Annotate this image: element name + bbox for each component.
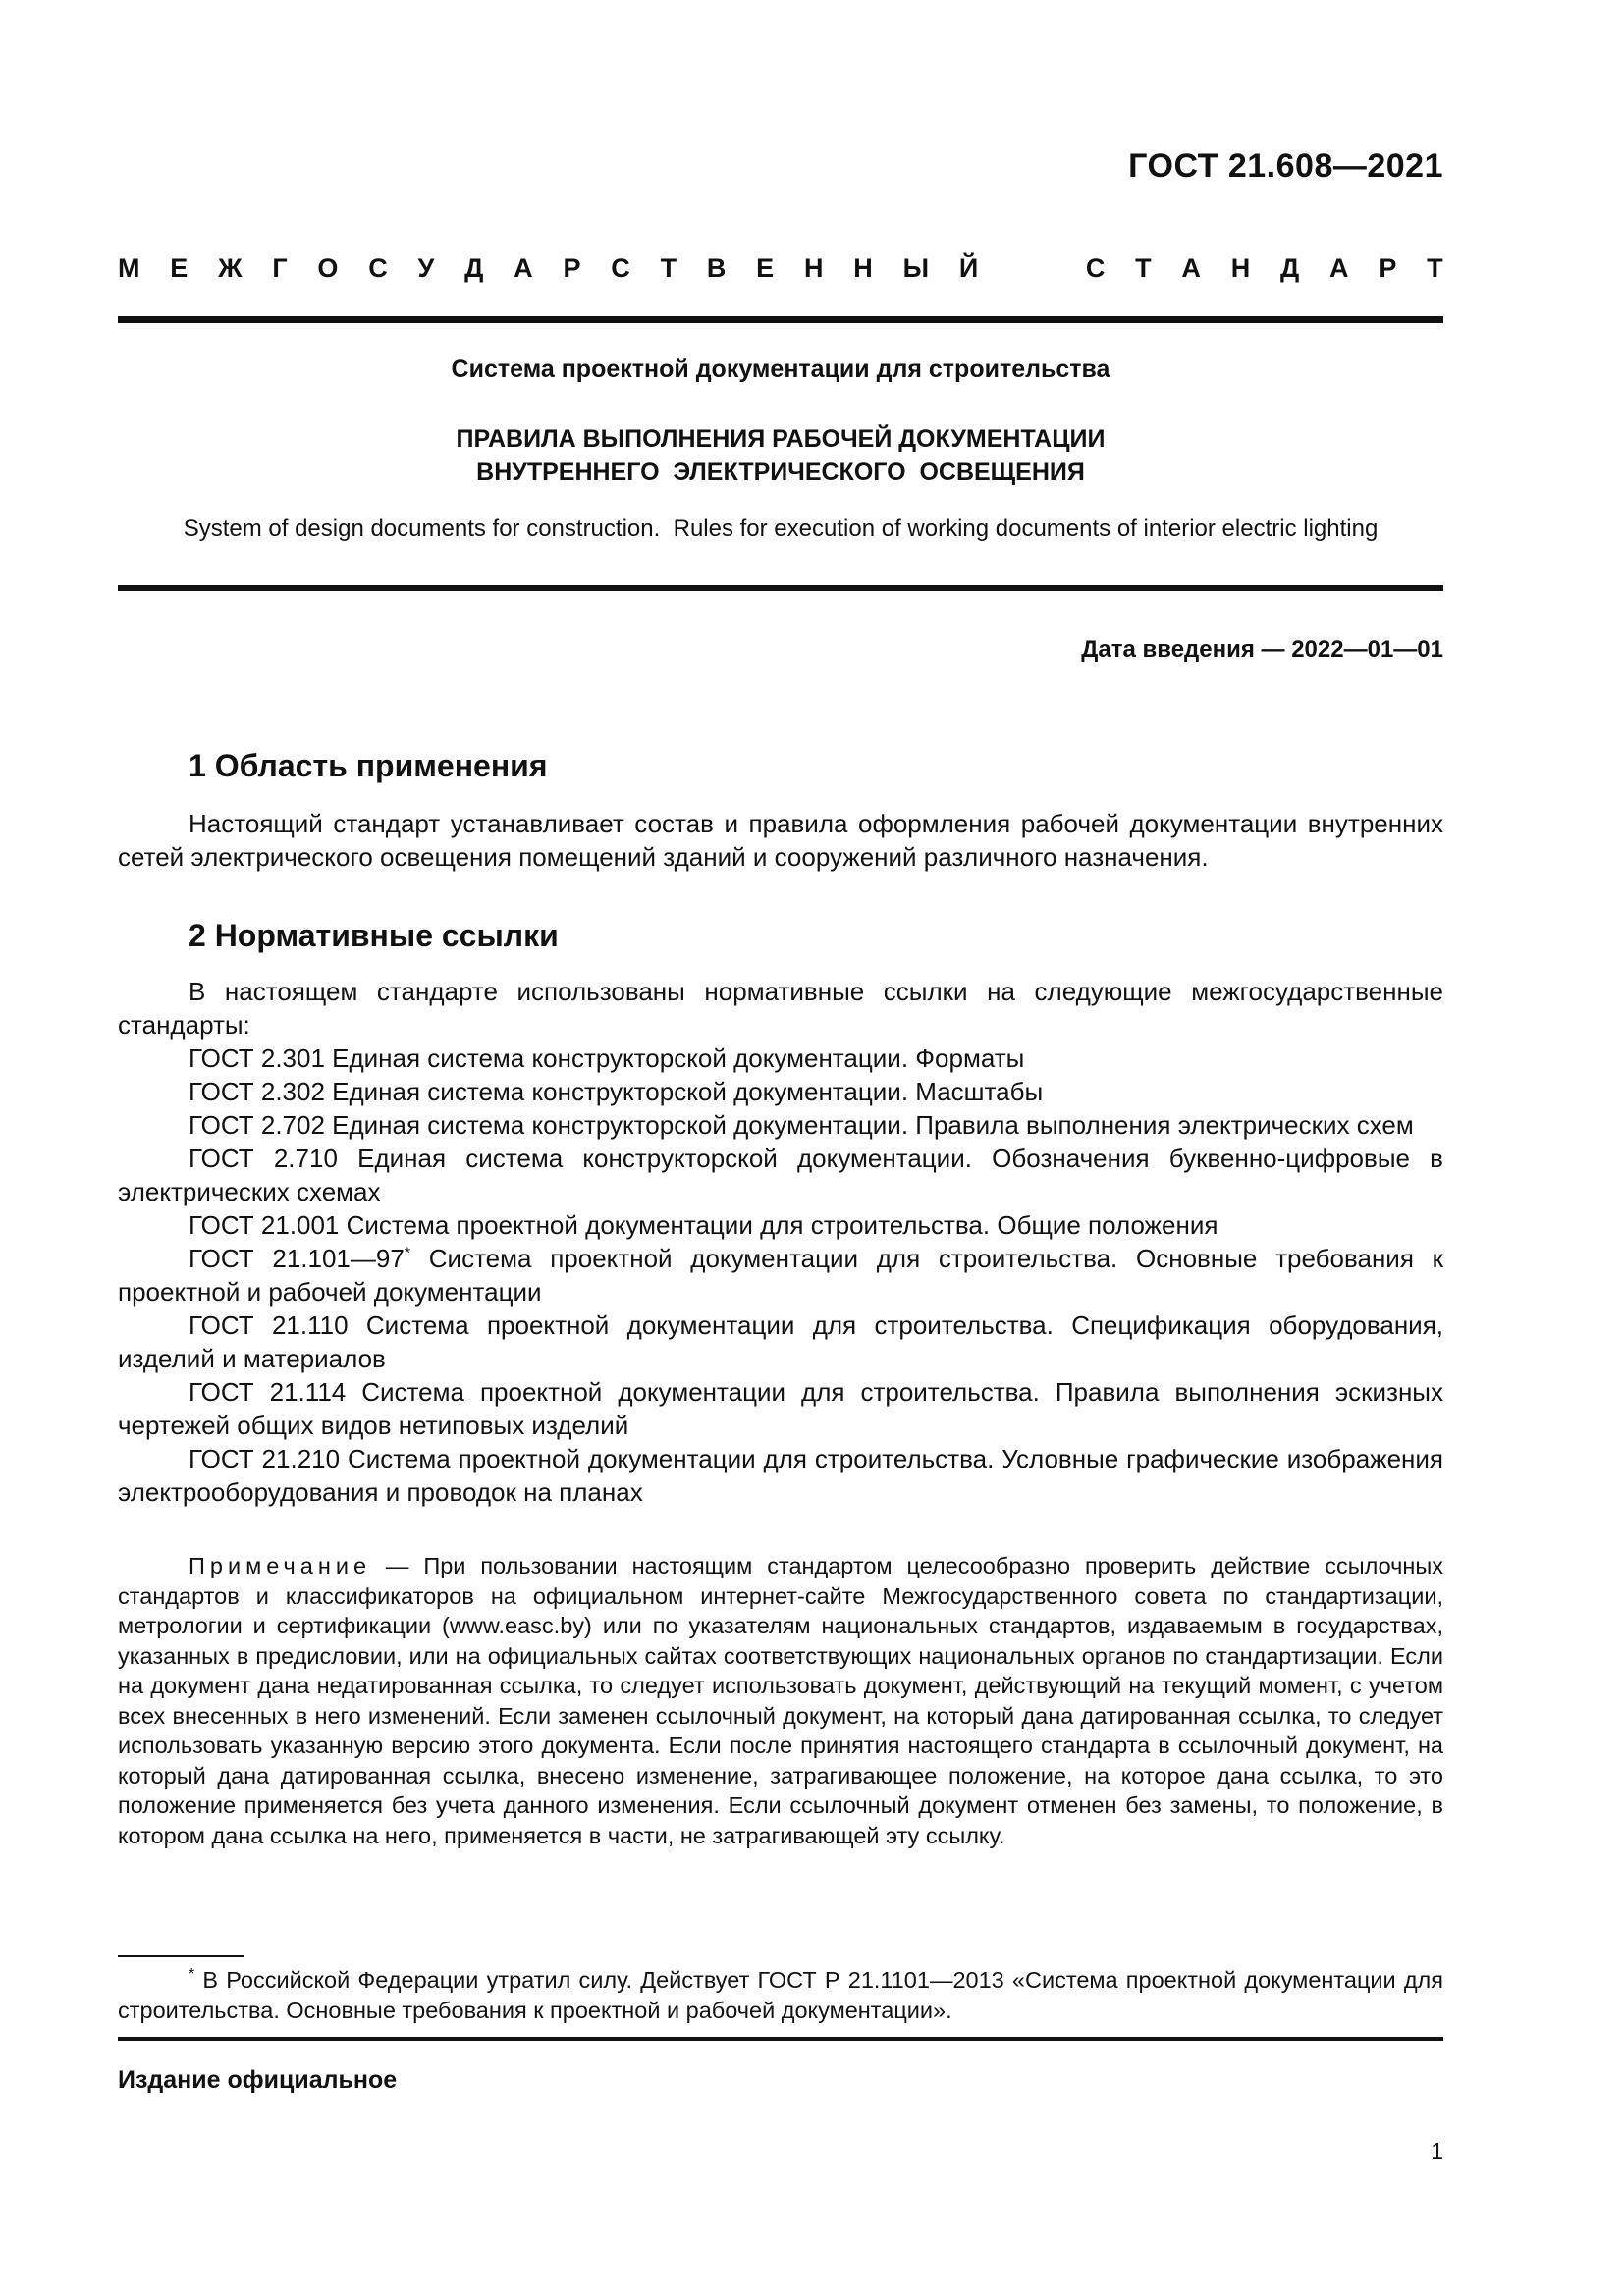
letter: Н — [803, 253, 824, 283]
series-title: Система проектной документации для строительства — [451, 355, 1110, 383]
letter: Е — [170, 253, 189, 283]
main-title-line-2: ВНУТРЕННЕГО ЭЛЕКТРИЧЕСКОГО ОСВЕЩЕНИЯ — [476, 458, 1085, 486]
letter: Н — [1230, 253, 1251, 283]
reference-item: ГОСТ 21.110 Система проектной документации для строительства. Спецификация оборудования, изделий и материалов — [118, 1310, 1443, 1373]
letter: Ж — [218, 253, 243, 283]
letter: О — [317, 253, 339, 283]
letter: Р — [1379, 253, 1397, 283]
letter: Р — [563, 253, 581, 283]
letter: М — [118, 253, 140, 283]
section-2-heading: 2 Нормативные ссылки — [189, 918, 559, 953]
letter: Д — [464, 253, 484, 283]
letter: Т — [1135, 253, 1152, 283]
footnote-marker: * — [404, 1245, 411, 1262]
letter: В — [706, 253, 727, 283]
letter: Е — [756, 253, 775, 283]
letter: А — [1329, 253, 1349, 283]
introduction-date: Дата введения — 2022—01—01 — [1081, 636, 1443, 663]
reference-item: ГОСТ 21.210 Система проектной документации для строительства. Условные графические изображения электрооборудования и проводок на планах — [118, 1444, 1443, 1507]
note-block — [118, 1551, 1443, 1850]
letter: С — [611, 253, 630, 283]
letter: А — [514, 253, 533, 283]
letter: Ы — [902, 253, 930, 283]
letter: Й — [958, 253, 979, 283]
footnote — [118, 1965, 1443, 2026]
reference-title: Система проектной документации для строительства. Основные требования к проектной и рабочей документации — [118, 1244, 1444, 1307]
paragraph: Настоящий стандарт устанавливает состав и правила оформления рабочей документации внутренних сетей электрического освещения помещений зданий и сооружений различного назначения. — [118, 809, 1443, 872]
edition-label: Издание официальное — [118, 2066, 398, 2094]
note-paragraph — [118, 1551, 1443, 1850]
main-title — [118, 422, 1443, 489]
standard-kind-heading — [118, 253, 1443, 284]
footnote-text: В Российской Федерации утратил силу. Действует ГОСТ Р 21.1101—2013 «Система проектной документации для строительства. Основные требования к проектной и рабочей документации». — [118, 1967, 1443, 2023]
note-label: Примечание — [189, 1553, 372, 1578]
header-rule — [118, 316, 1443, 323]
section-1-body — [118, 807, 1443, 874]
letter: Т — [1427, 253, 1443, 283]
reference-item: ГОСТ 2.302 Единая система конструкторской документации. Масштабы — [189, 1077, 1044, 1106]
reference-code: ГОСТ 21.101—97 — [189, 1244, 405, 1273]
page-number: 1 — [1431, 2138, 1443, 2163]
letter: Н — [853, 253, 873, 283]
section-1-heading: 1 Область применения — [189, 748, 548, 783]
note-text: — При пользовании настоящим стандартом целесообразно проверить действие ссылочных стандартов и классификаторов на официальном интернет-сайте Межгосударственного совета по стандартизации, метрологии и сертификации (www.easc.by) или по указателям национальных стандартов, издаваемым в государствах, указанных в предисловии, или на официальных сайтах соответствующих национальных органов по стандартизации. Если на документ дана недатированная ссылка, то следует использовать документ, действующий на текущий момент, с учетом всех внесенных в него изменений. Если заменен ссылочный документ, на который дана датированная ссылка, то следует использовать указанную версию этого документа. Если после принятия настоящего стандарта в ссылочный документ, на который дана датированная ссылка, внесено изменение, затрагивающее положение, на которое дана ссылка, то это положение применяется без учета данного изменения. Если ссылочный документ отменен без замены, то положение, в котором дана ссылка на него, применяется в части, не затрагивающей эту ссылку. — [118, 1553, 1443, 1848]
english-title: System of design documents for construction. Rules for execution of working documents of interior electric lighting — [183, 515, 1379, 542]
footnote-marker: * — [189, 1966, 195, 1984]
letter: А — [1181, 253, 1201, 283]
footnote-separator — [118, 1955, 244, 1957]
reference-item: ГОСТ 2.301 Единая система конструкторской документации. Форматы — [189, 1043, 1025, 1073]
document-number: ГОСТ 21.608—2021 — [1128, 147, 1443, 185]
letter: Г — [272, 253, 288, 283]
letter: С — [368, 253, 388, 283]
title-rule — [118, 585, 1443, 591]
letter: Д — [1280, 253, 1300, 283]
word-gap — [1008, 253, 1056, 284]
reference-item — [118, 1242, 1443, 1308]
reference-item: ГОСТ 21.001 Система проектной документации для строительства. Общие положения — [189, 1210, 1218, 1240]
reference-item: ГОСТ 21.114 Система проектной документации для строительства. Правила выполнения эскизных чертежей общих видов нетиповых изделий — [118, 1377, 1443, 1440]
section-2-body — [118, 975, 1443, 1509]
reference-item: ГОСТ 2.710 Единая система конструкторской документации. Обозначения буквенно-цифровые в электрических схемах — [118, 1144, 1443, 1206]
main-title-line-1: ПРАВИЛА ВЫПОЛНЕНИЯ РАБОЧЕЙ ДОКУМЕНТАЦИИ — [456, 425, 1106, 453]
letter: С — [1085, 253, 1106, 283]
paragraph: В настоящем стандарте использованы нормативные ссылки на следующие межгосударственные стандарты: — [118, 977, 1443, 1040]
letter: У — [417, 253, 435, 283]
footer-rule — [118, 2037, 1443, 2041]
reference-item: ГОСТ 2.702 Единая система конструкторской документации. Правила выполнения электрических схем — [189, 1110, 1414, 1140]
letter: Т — [660, 253, 677, 283]
footnote-paragraph — [118, 1965, 1443, 2026]
